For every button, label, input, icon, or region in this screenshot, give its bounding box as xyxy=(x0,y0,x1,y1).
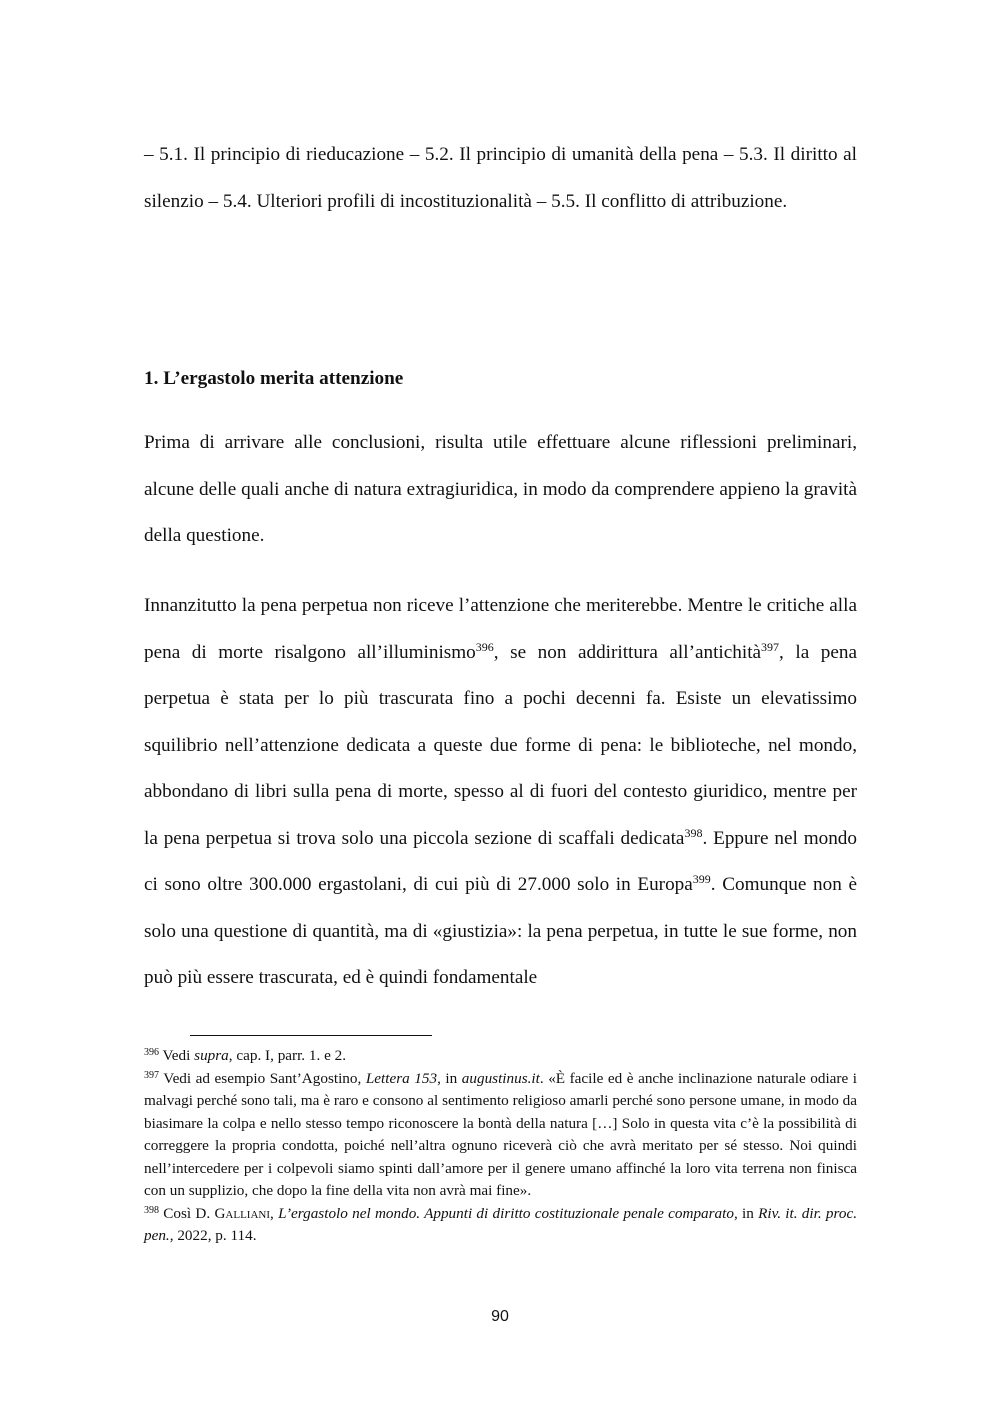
footnote-reference-397[interactable]: 397 xyxy=(761,639,780,654)
footnote-text: , in xyxy=(733,1204,759,1222)
paragraph-text: . Eppure nel mondo ci sono oltre 300.000 ergastolani, di cui più di 27.000 solo in Europa xyxy=(144,827,857,895)
footnotes-section xyxy=(144,1045,857,1248)
footnote-reference-399[interactable]: 399 xyxy=(692,872,711,886)
footnote-number: 396 xyxy=(144,1047,159,1058)
footnote-text: Così D. xyxy=(159,1204,215,1222)
footnote-italic-text: Lettera 153 xyxy=(365,1069,438,1087)
footnote-398 xyxy=(144,1203,857,1248)
footnote-text: Vedi xyxy=(159,1047,195,1064)
footnote-italic-text: supra xyxy=(194,1047,229,1064)
footnote-text: . «È facile ed è anche inclinazione naturale odiare i malvagi perché sono tali, ma è raro e consono al sentimento religioso amarli perché sono persone umane, in modo da biasimare la colpa e nello stesso tempo riconoscere la bontà della natura […] Solo in questa vita c’è la possibilità di correggere la propria condotta, poiché nell’altra ognuno riceverà ciò che avrà meritato per sé stesso. Noi quindi nell’intercedere per i colpevoli siamo spinti dall’amore per il genere umano affinché la loro vita terrena non finisca con un supplizio, che dopo la fine della vita non avrà mai fine». xyxy=(144,1069,857,1199)
footnote-separator xyxy=(190,1035,432,1036)
footnote-italic-text: L’ergastolo nel mondo. Appunti di diritto costituzionale penale comparato xyxy=(278,1204,734,1222)
paragraph-attention xyxy=(144,583,857,1002)
footnote-text: , cap. I, parr. 1. e 2. xyxy=(228,1047,347,1064)
footnote-number: 397 xyxy=(144,1069,159,1081)
footnote-italic-text: augustinus.it xyxy=(461,1069,540,1087)
footnote-number: 398 xyxy=(144,1204,159,1216)
page-number: 90 xyxy=(491,1308,509,1325)
paragraph-text: , se non addirittura all’antichità xyxy=(493,641,762,663)
footnote-reference-396[interactable]: 396 xyxy=(475,639,494,654)
footnote-text: , xyxy=(270,1204,279,1222)
paragraph-introduction: Prima di arrivare alle conclusioni, risulta utile effettuare alcune riflessioni preliminari, alcune delle quali anche di natura extragiuridica, in modo da comprendere appieno la gravità della questione. xyxy=(144,432,857,546)
section-heading: 1. L’ergastolo merita attenzione xyxy=(144,368,404,389)
footnote-text: , 2022, p. 114. xyxy=(169,1227,257,1244)
paragraph-text: Innanzitutto la pena perpetua non riceve l’attenzione che meriterebbe. Mentre le critiche alla pena di morte risalgono all’illuminismo xyxy=(144,595,857,663)
footnote-author: Galliani xyxy=(214,1204,271,1222)
footnote-396 xyxy=(144,1045,857,1068)
footnote-text: , in xyxy=(437,1069,462,1087)
footnote-reference-398[interactable]: 398 xyxy=(684,825,703,840)
footnote-italic-text: Riv. it. dir. proc. pen. xyxy=(144,1204,857,1244)
footnote-text: Vedi ad esempio Sant’Agostino, xyxy=(159,1069,366,1087)
table-of-contents-continuation: – 5.1. Il principio di rieducazione – 5.2. Il principio di umanità della pena – 5.3. Il diritto al silenzio – 5.4. Ulteriori profili di incostituzionalità – 5.5. Il conflitto di attribuzione. xyxy=(144,144,857,212)
paragraph-text: , la pena perpetua è stata per lo più trascurata fino a pochi decenni fa. Esiste un elevatissimo squilibrio nell’attenzione dedicata a queste due forme di pena: le biblioteche, nel mondo, abbondano di libri sulla pena di morte, spesso al di fuori del contesto giuridico, mentre per la pena perpetua si trova solo una piccola sezione di scaffali dedicata xyxy=(144,641,857,849)
paragraph-text: . Comunque non è solo una questione di quantità, ma di «giustizia»: la pena perpetua, in tutte le sue forme, non può più essere trascurata, ed è quindi fondamentale xyxy=(144,874,857,988)
footnote-397 xyxy=(144,1068,857,1203)
